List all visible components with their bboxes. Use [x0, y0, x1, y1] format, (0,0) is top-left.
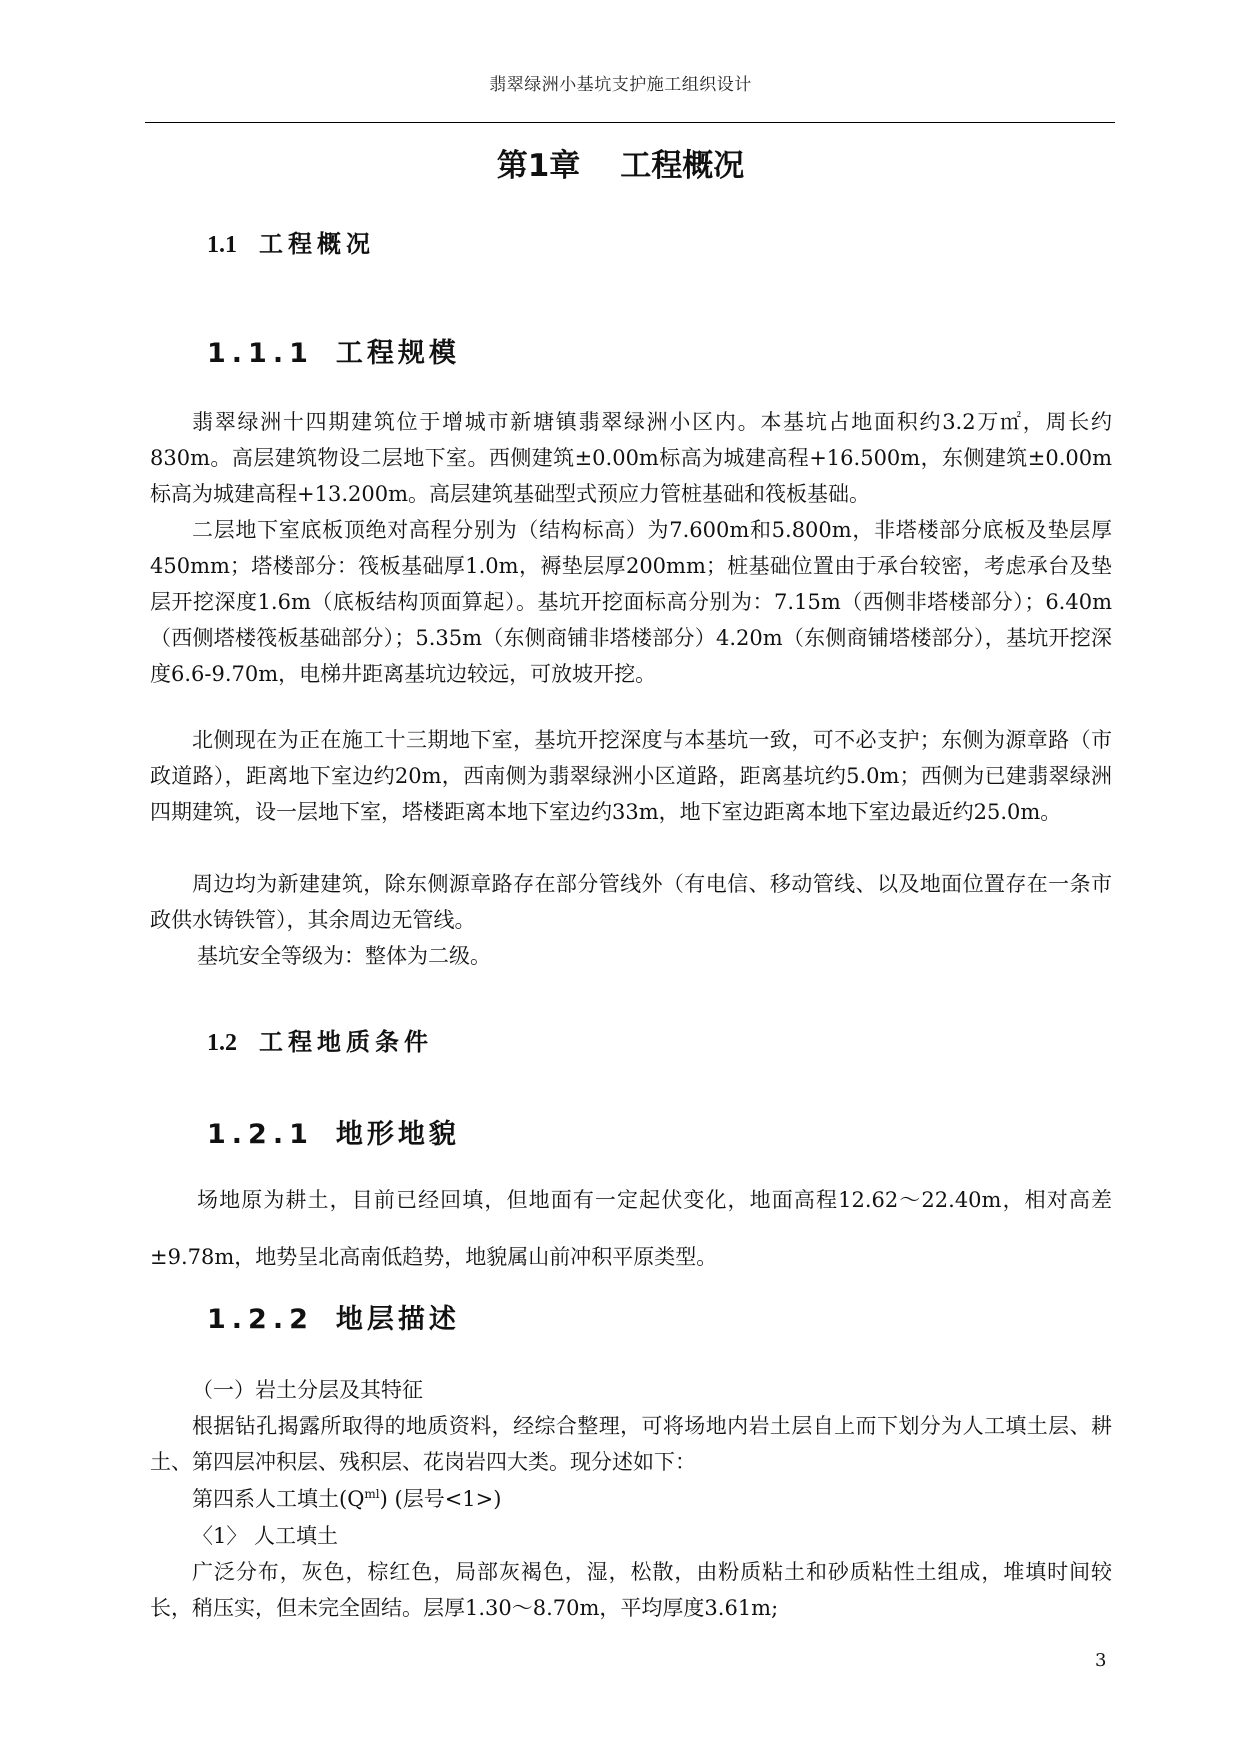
paragraph-terrain: 场地原为耕土，目前已经回填，但地面有一定起伏变化，地面高程12.62～22.40m，相对高差±9.78m，地势呈北高南低趋势，地貌属山前冲积平原类型。: [150, 1188, 1112, 1269]
subheading-strata: （一）岩土分层及其特征: [192, 1378, 423, 1402]
section-number: 1.2: [207, 1030, 237, 1056]
header-rule: [145, 122, 1115, 123]
chapter-title: [0, 140, 1241, 185]
section-title: 工程概况: [259, 230, 375, 258]
section-number: 1.1.1: [207, 338, 314, 369]
section-1-2-heading: [207, 1022, 433, 1057]
section-1-1-1-heading: [207, 331, 460, 370]
layer-label: 〈1〉 人工填土: [192, 1524, 339, 1548]
series-label-layer-number: ) (层号<1>): [379, 1487, 502, 1511]
chapter-number: 第1章: [496, 148, 581, 184]
section-number: 1.2.2: [207, 1304, 314, 1335]
page-number: 3: [1095, 1650, 1107, 1671]
paragraph-layer-description: 广泛分布，灰色，棕红色，局部灰褐色，湿，松散，由粉质粘土和砂质粘性土组成，堆填时间较长，稍压实，但未完全固结。层厚1.30～8.70m，平均厚度3.61m;: [150, 1560, 1112, 1620]
paragraph-safety-grade: 基坑安全等级为：整体为二级。: [197, 944, 491, 968]
series-label-text: 第四系人工填土(Q: [192, 1487, 365, 1511]
section-1-2-2-heading: [207, 1297, 460, 1336]
section-title: 地形地貌: [335, 1119, 460, 1150]
chapter-name: 工程概况: [620, 148, 745, 184]
paragraph-scale: 翡翠绿洲十四期建筑位于增城市新塘镇翡翠绿洲小区内。本基坑占地面积约3.2万㎡，周长约830m。高层建筑物设二层地下室。西侧建筑±0.00m标高为城建高程+16.500m，东侧建筑±0.00m标高为城建高程+13.200m。高层建筑基础型式预应力管桩基础和筏板基础。: [150, 410, 1112, 506]
section-1-2-1-heading: [207, 1112, 460, 1151]
paragraph-pipelines: 周边均为新建建筑，除东侧源章路存在部分管线外（有电信、移动管线、以及地面位置存在一条市政供水铸铁管），其余周边无管线。: [150, 872, 1112, 932]
section-title: 工程规模: [335, 338, 460, 369]
section-title: 地层描述: [335, 1304, 460, 1335]
section-1-1-heading: [207, 224, 375, 259]
section-number: 1.1: [207, 232, 237, 258]
section-number: 1.2.1: [207, 1119, 314, 1150]
series-label: [192, 1481, 1154, 1517]
paragraph-surroundings: 北侧现在为正在施工十三期地下室，基坑开挖深度与本基坑一致，可不必支护；东侧为源章路（市政道路），距离地下室边约20m，西南侧为翡翠绿洲小区道路，距离基坑约5.0m；西侧为已建翡翠绿洲四期建筑，设一层地下室，塔楼距离本地下室边约33m，地下室边距离本地下室边最近约25.0m。: [150, 728, 1112, 824]
running-header: 翡翠绿洲小基坑支护施工组织设计: [489, 75, 752, 95]
paragraph-strata-intro: 根据钻孔揭露所取得的地质资料，经综合整理，可将场地内岩土层自上而下划分为人工填土层、耕土、第四层冲积层、残积层、花岗岩四大类。现分述如下：: [150, 1414, 1112, 1474]
series-label-superscript: ml: [364, 1487, 380, 1501]
paragraph-excavation: 二层地下室底板顶绝对高程分别为（结构标高）为7.600m和5.800m，非塔楼部分底板及垫层厚450mm；塔楼部分：筏板基础厚1.0m，褥垫层厚200mm；桩基础位置由于承台较密，考虑承台及垫层开挖深度1.6m（底板结构顶面算起）。基坑开挖面标高分别为：7.15m（西侧非塔楼部分）；6.40m（西侧塔楼筏板基础部分）；5.35m（东侧商铺非塔楼部分）4.20m（东侧商铺塔楼部分），基坑开挖深度6.6-9.70m，电梯井距离基坑边较远，可放坡开挖。: [150, 518, 1112, 686]
section-title: 工程地质条件: [259, 1028, 433, 1056]
